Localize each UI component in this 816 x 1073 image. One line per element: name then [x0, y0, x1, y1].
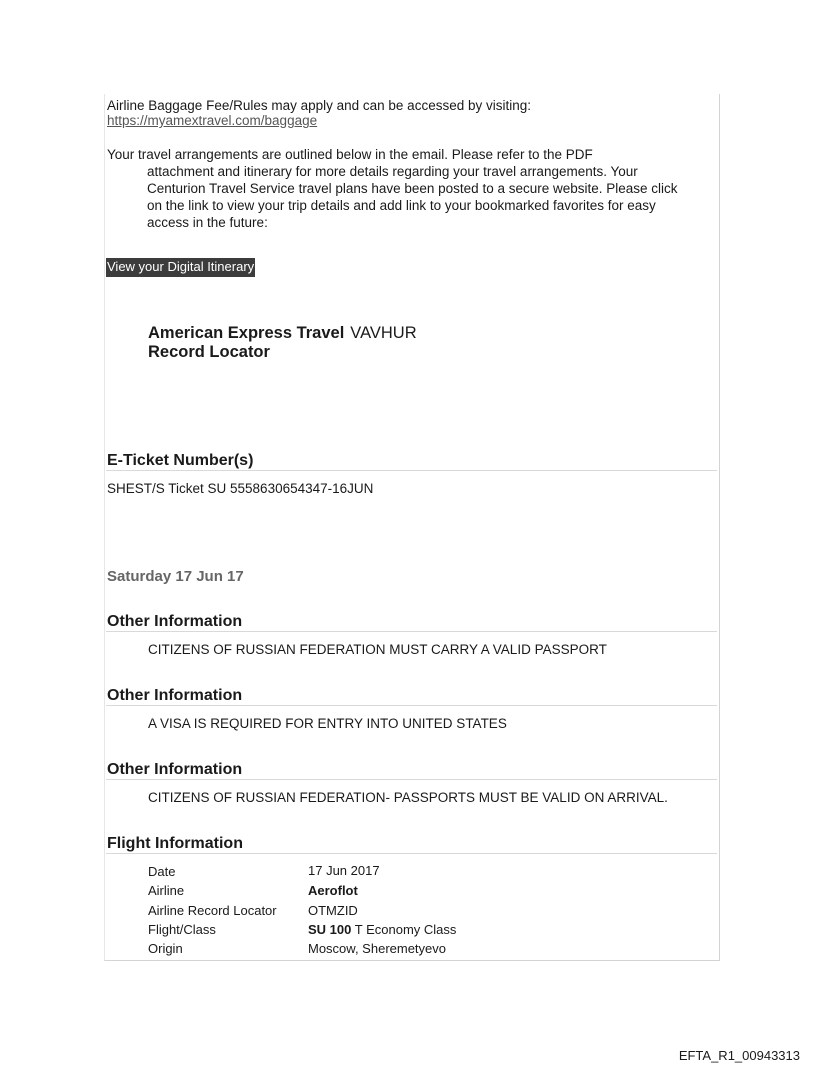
flight-airline-label: Airline — [148, 883, 185, 898]
record-locator-value: VAVHUR — [350, 324, 417, 342]
flight-locator-label: Airline Record Locator — [148, 903, 277, 918]
intro-first-line: Your travel arrangements are outlined below in the email. Please refer to the PDF — [107, 147, 593, 162]
record-label-line2: Record Locator — [148, 343, 270, 361]
baggage-link[interactable]: https://myamextravel.com/baggage — [107, 113, 318, 128]
flight-airline-value: Aeroflot — [308, 883, 358, 898]
other-info-text-2: A VISA IS REQUIRED FOR ENTRY INTO UNITED STATES — [148, 716, 507, 731]
flight-origin-value: Moscow, Sheremetyevo — [308, 941, 447, 956]
view-itinerary-button[interactable]: View your Digital Itinerary — [106, 258, 255, 277]
record-label-line1: American Express Travel — [148, 324, 345, 342]
other-info-heading-3: Other Information — [107, 761, 243, 778]
other-info-divider-3 — [106, 779, 717, 780]
baggage-text: Airline Baggage Fee/Rules may apply and can be accessed by visiting: — [107, 98, 531, 113]
flight-locator-value: OTMZID — [308, 903, 358, 918]
flight-class-value — [308, 922, 456, 937]
other-info-text-1: CITIZENS OF RUSSIAN FEDERATION MUST CARRY A VALID PASSPORT — [148, 642, 607, 657]
other-info-text-3: CITIZENS OF RUSSIAN FEDERATION- PASSPORTS MUST BE VALID ON ARRIVAL. — [148, 790, 668, 805]
eticket-value: SHEST/S Ticket SU 5558630654347-16JUN — [107, 481, 374, 496]
other-info-divider-1 — [106, 631, 717, 632]
flight-info-heading: Flight Information — [107, 835, 243, 852]
other-info-divider-2 — [106, 705, 717, 706]
flight-origin-label: Origin — [148, 941, 183, 956]
document-id: EFTA_R1_00943313 — [678, 1048, 800, 1063]
eticket-divider — [106, 470, 717, 471]
intro-paragraph — [107, 146, 687, 231]
other-info-heading-1: Other Information — [107, 613, 243, 630]
flight-info-divider — [106, 853, 717, 854]
flight-class-label: Flight/Class — [148, 922, 216, 937]
flight-class: T Economy Class — [354, 922, 457, 937]
intro-rest: attachment and itinerary for more details regarding your travel arrangements. Your Centurion Travel Service travel plans have been posted to a secure website. Please click on the link to view your trip details and add link to your bookmarked favorites for easy access in the future: — [147, 164, 678, 230]
other-info-heading-2: Other Information — [107, 687, 243, 704]
record-locator — [148, 324, 417, 362]
flight-date-label: Date — [148, 864, 176, 879]
day-heading: Saturday 17 Jun 17 — [107, 568, 244, 585]
flight-date-value: 17 Jun 2017 — [308, 863, 380, 878]
eticket-heading: E-Ticket Number(s) — [107, 452, 254, 469]
flight-number: SU 100 — [308, 922, 352, 937]
